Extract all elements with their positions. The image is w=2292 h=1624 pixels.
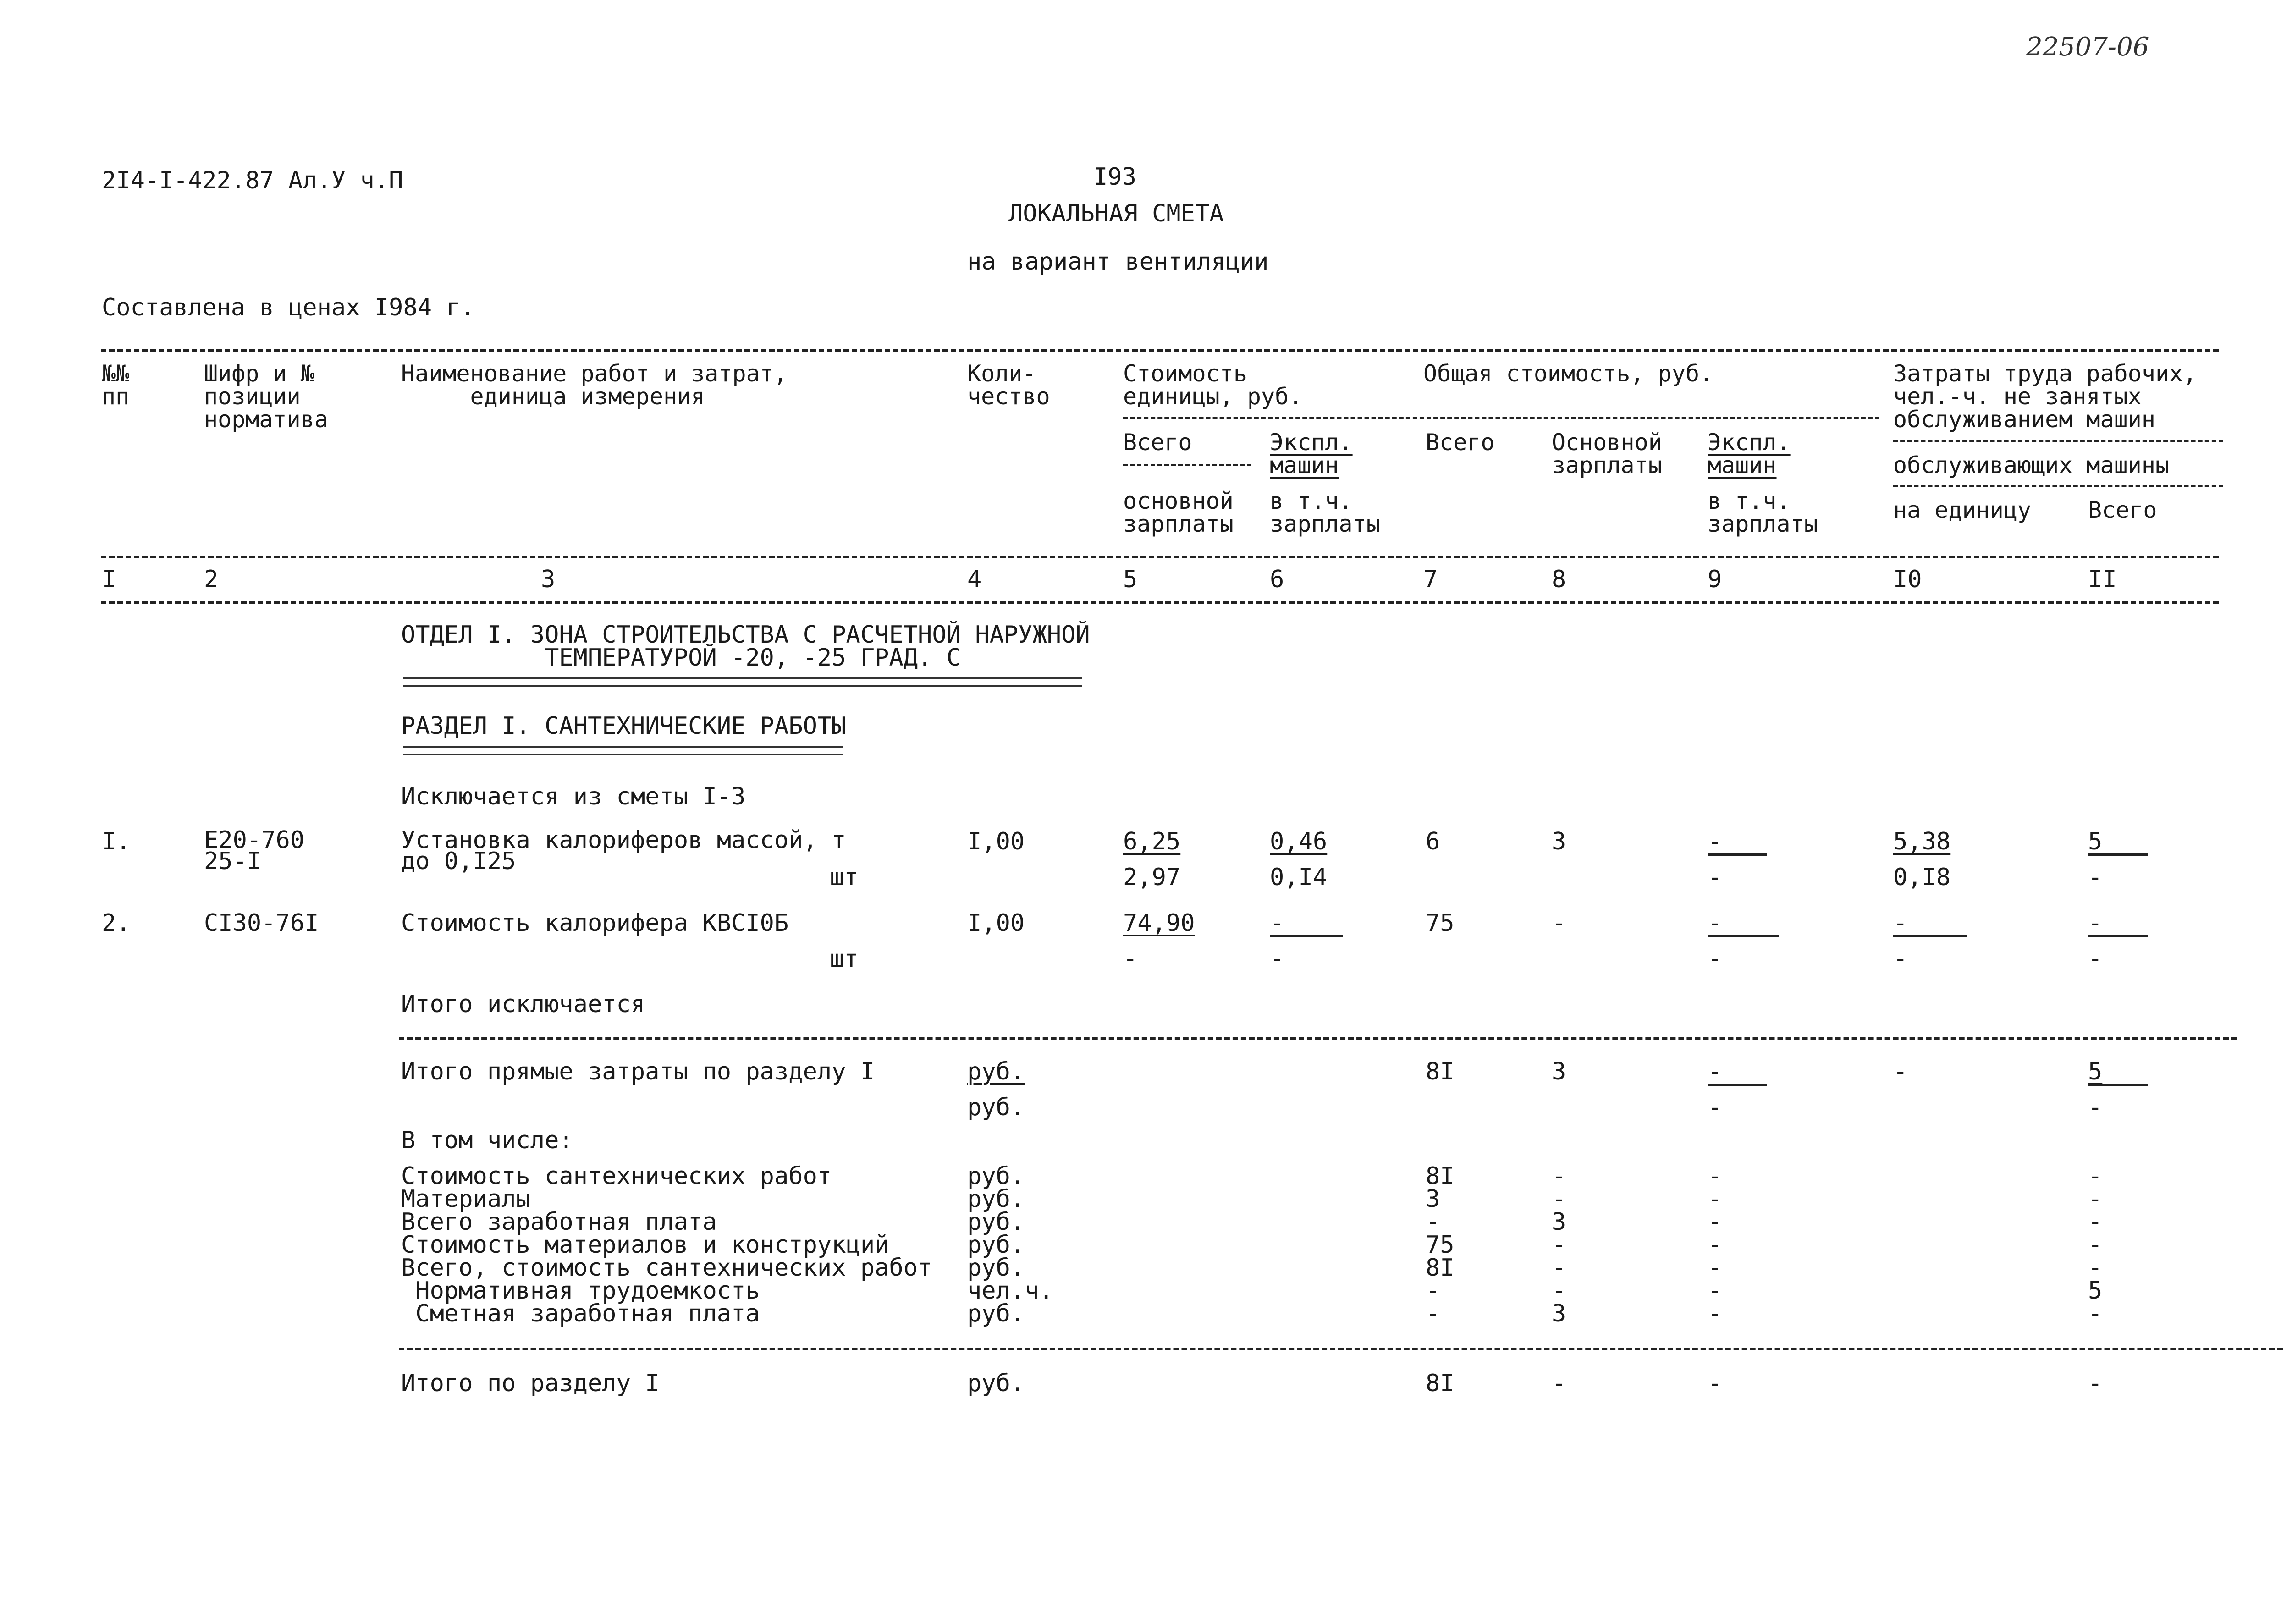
direct-costs-machines-2: - bbox=[1708, 1094, 1722, 1121]
col-number-5: 5 bbox=[1123, 566, 1138, 593]
item-1-unit-machines: 0,46 bbox=[1270, 828, 1328, 855]
col-number-3: 3 bbox=[541, 566, 556, 593]
item-2-machines-salary: - bbox=[1708, 945, 1722, 973]
breakdown-4-salary: - bbox=[1552, 1231, 1566, 1259]
breakdown-1-label: Стоимость сантехнических работ bbox=[401, 1162, 832, 1190]
item-1-unit-machines-salary: 0,I4 bbox=[1270, 864, 1328, 891]
item-2-labor-unit-2: - bbox=[1893, 945, 1908, 973]
breakdown-6-labor: 5 bbox=[2088, 1277, 2103, 1305]
breakdown-6-unit: чел.ч. bbox=[967, 1277, 1053, 1305]
breakdown-4-label: Стоимость материалов и конструкций bbox=[401, 1231, 889, 1259]
item-1-qty: I,00 bbox=[967, 828, 1025, 855]
breakdown-7-machines: - bbox=[1708, 1300, 1722, 1327]
item-2-salary: - bbox=[1552, 909, 1566, 937]
item-2-code: CI30-76I bbox=[204, 909, 319, 937]
section-total-machines: - bbox=[1708, 1370, 1722, 1397]
breakdown-7-total: - bbox=[1426, 1300, 1440, 1327]
breakdown-2-label: Материалы bbox=[401, 1185, 530, 1213]
col-header-6b: в т.ч. зарплаты bbox=[1270, 488, 1380, 537]
header-bottom-line bbox=[101, 556, 2219, 558]
section-underline bbox=[403, 746, 843, 755]
item-2-unit-machines-salary: - bbox=[1270, 945, 1284, 973]
item-2-labor-unit-underline bbox=[1893, 935, 1967, 937]
item-2-unit-machines: - bbox=[1270, 909, 1284, 937]
labor-subheader-line bbox=[1893, 440, 2223, 442]
breakdown-5-label: Всего, стоимость сантехнических работ bbox=[401, 1254, 932, 1282]
subheader-line bbox=[1123, 417, 1879, 419]
department-underline bbox=[403, 677, 1082, 687]
col-number-2: 2 bbox=[204, 566, 219, 593]
breakdown-2-labor: - bbox=[2088, 1185, 2103, 1213]
col-number-9: 9 bbox=[1708, 566, 1722, 593]
excluded-title: Исключается из сметы I-3 bbox=[401, 783, 746, 810]
col-header-num: №№ пп bbox=[102, 360, 130, 410]
direct-costs-total: 8I bbox=[1426, 1058, 1455, 1085]
col-number-11: II bbox=[2088, 566, 2117, 593]
item-2-labor-unit: - bbox=[1893, 909, 1908, 937]
breakdown-2-unit: руб. bbox=[967, 1185, 1025, 1213]
col-header-8: Основной зарплаты bbox=[1552, 429, 1662, 479]
col-header-11: Всего bbox=[2088, 497, 2157, 523]
direct-costs-machines-underline bbox=[1708, 1084, 1767, 1086]
breakdown-2-salary: - bbox=[1552, 1185, 1566, 1213]
col-number-6: 6 bbox=[1270, 566, 1284, 593]
item-1-labor-total-2: - bbox=[2088, 864, 2103, 891]
breakdown-5-unit: руб. bbox=[967, 1254, 1025, 1282]
col-number-1: I bbox=[102, 566, 116, 593]
col-number-4: 4 bbox=[967, 566, 982, 593]
item-2-unit-salary: - bbox=[1123, 945, 1138, 973]
breakdown-7-unit: руб. bbox=[967, 1300, 1025, 1327]
handwritten-number: 22507-06 bbox=[2026, 32, 2149, 62]
item-1-code: E20-760 25-I bbox=[204, 826, 305, 875]
col-header-qty: Коли- чество bbox=[967, 360, 1050, 410]
item-1-machines-salary: - bbox=[1708, 864, 1722, 891]
breakdown-4-total: 75 bbox=[1426, 1231, 1455, 1259]
labor-subheader-line-2 bbox=[1893, 485, 2223, 487]
item-2-name: Стоимость калорифера КВСI0Б bbox=[401, 909, 789, 937]
col-header-7: Всего bbox=[1426, 429, 1495, 456]
col-header-name: Наименование работ и затрат, единица измерения bbox=[401, 360, 788, 410]
col-header-9a: Экспл. машин bbox=[1708, 429, 1791, 479]
col-header-code: Шифр и № позиции норматива bbox=[204, 360, 328, 433]
item-2-num: 2. bbox=[102, 909, 131, 937]
breakdown-2-machines: - bbox=[1708, 1185, 1722, 1213]
direct-costs-labor-unit: - bbox=[1893, 1058, 1908, 1085]
item-1-unit-salary: 2,97 bbox=[1123, 864, 1181, 891]
item-1-salary: 3 bbox=[1552, 828, 1566, 855]
document-subtitle: на вариант вентиляции bbox=[967, 248, 1269, 275]
breakdown-3-unit: руб. bbox=[967, 1208, 1025, 1236]
breakdown-5-salary: - bbox=[1552, 1254, 1566, 1282]
item-1-total: 6 bbox=[1426, 828, 1440, 855]
item-1-unit-total: 6,25 bbox=[1123, 828, 1181, 855]
direct-costs-machines: - bbox=[1708, 1058, 1722, 1085]
breakdown-5-labor: - bbox=[2088, 1254, 2103, 1282]
breakdown-6-label: Нормативная трудоемкость bbox=[401, 1277, 760, 1305]
direct-costs-label: Итого прямые затраты по разделу I bbox=[401, 1058, 875, 1085]
department-heading: ОТДЕЛ I. ЗОНА СТРОИТЕЛЬСТВА С РАСЧЕТНОЙ НАРУЖНОЙ ТЕМПЕРАТУРОЙ -20, -25 ГРАД. С bbox=[401, 621, 1090, 672]
section-total-label: Итого по разделу I bbox=[401, 1370, 660, 1397]
total-excluded: Итого исключается bbox=[401, 991, 645, 1018]
breakdown-3-labor: - bbox=[2088, 1208, 2103, 1236]
breakdown-3-machines: - bbox=[1708, 1208, 1722, 1236]
page-number: I93 bbox=[1093, 163, 1136, 191]
col-header-9b: в т.ч. зарплаты bbox=[1708, 488, 1818, 537]
breakdown-1-labor: - bbox=[2088, 1162, 2103, 1190]
item-2-unit: шт bbox=[830, 945, 859, 973]
item-2-machines: - bbox=[1708, 909, 1722, 937]
breakdown-7-salary: 3 bbox=[1552, 1300, 1566, 1327]
breakdown-1-salary: - bbox=[1552, 1162, 1566, 1190]
section-total-salary: - bbox=[1552, 1370, 1566, 1397]
item-1-unit: шт bbox=[830, 864, 859, 891]
item-1-labor-unit: 5,38 bbox=[1893, 828, 1951, 855]
section-total-unit: руб. bbox=[967, 1370, 1025, 1397]
breakdown-4-unit: руб. bbox=[967, 1231, 1025, 1259]
direct-costs-labor-total: 5 bbox=[2088, 1058, 2103, 1085]
item-1-labor-total: 5 bbox=[2088, 828, 2103, 855]
item-2-labor-total-underline bbox=[2088, 935, 2148, 937]
document-title: ЛОКАЛЬНАЯ СМЕТА bbox=[1008, 200, 1224, 227]
direct-costs-salary: 3 bbox=[1552, 1058, 1566, 1085]
item-2-total: 75 bbox=[1426, 909, 1455, 937]
breakdown-1-machines: - bbox=[1708, 1162, 1722, 1190]
document-code: 2I4-I-422.87 Ал.У ч.П bbox=[102, 167, 403, 194]
col-header-labor: Затраты труда рабочих, чел.-ч. не занятых обслуживанием машин bbox=[1893, 360, 2197, 433]
col5-divider bbox=[1123, 464, 1251, 466]
breakdown-2-total: 3 bbox=[1426, 1185, 1440, 1213]
breakdown-7-label: Сметная заработная плата bbox=[401, 1300, 760, 1327]
section-heading: РАЗДЕЛ I. САНТЕХНИЧЕСКИЕ РАБОТЫ bbox=[401, 712, 846, 740]
direct-costs-unit-1: руб. bbox=[967, 1058, 1025, 1085]
item-1-labor-total-underline bbox=[2088, 853, 2148, 856]
col-header-5a: Всего bbox=[1123, 429, 1192, 456]
item-1-machines-underline bbox=[1708, 853, 1767, 856]
breakdown-3-salary: 3 bbox=[1552, 1208, 1566, 1236]
col-number-8: 8 bbox=[1552, 566, 1566, 593]
item-2-machines-underline bbox=[1708, 935, 1779, 937]
col-number-10: I0 bbox=[1893, 566, 1922, 593]
direct-costs-unit-2: руб. bbox=[967, 1094, 1025, 1121]
breakdown-7-labor: - bbox=[2088, 1300, 2103, 1327]
col-number-7: 7 bbox=[1423, 566, 1438, 593]
breakdown-5-machines: - bbox=[1708, 1254, 1722, 1282]
breakdown-1-unit: руб. bbox=[967, 1162, 1025, 1190]
prices-note: Составлена в ценах I984 г. bbox=[102, 294, 475, 321]
col-header-10: на единицу bbox=[1893, 497, 2032, 523]
col-header-labor-machines: обслуживающих машины bbox=[1893, 452, 2170, 479]
item-1-labor-unit-2: 0,I8 bbox=[1893, 864, 1951, 891]
breakdown-1-total: 8I bbox=[1426, 1162, 1455, 1190]
breakdown-3-total: - bbox=[1426, 1208, 1440, 1236]
header-top-line bbox=[101, 349, 2219, 352]
item-2-labor-total: - bbox=[2088, 909, 2103, 937]
item-1-num: I. bbox=[102, 828, 131, 855]
breakdown-3-label: Всего заработная плата bbox=[401, 1208, 717, 1236]
direct-costs-labor-total-2: - bbox=[2088, 1094, 2103, 1121]
section-total-divider bbox=[399, 1348, 2283, 1350]
section-total-value: 8I bbox=[1426, 1370, 1455, 1397]
col-header-6a: Экспл. машин bbox=[1270, 429, 1353, 479]
including-label: В том числе: bbox=[401, 1127, 573, 1154]
breakdown-6-machines: - bbox=[1708, 1277, 1722, 1305]
item-1-machines: - bbox=[1708, 828, 1722, 855]
excluded-divider bbox=[399, 1037, 2237, 1040]
breakdown-6-total: - bbox=[1426, 1277, 1440, 1305]
col-header-total-cost: Общая стоимость, руб. bbox=[1423, 360, 1713, 387]
breakdown-4-labor: - bbox=[2088, 1231, 2103, 1259]
item-1-name: Установка калориферов массой, т до 0,I25 bbox=[401, 826, 846, 875]
item-2-qty: I,00 bbox=[967, 909, 1025, 937]
column-numbers-bottom-line bbox=[101, 601, 2219, 604]
item-2-unit-machines-underline bbox=[1270, 935, 1343, 937]
col-header-unit-cost: Стоимость единицы, руб. bbox=[1123, 360, 1303, 410]
item-2-labor-total-2: - bbox=[2088, 945, 2103, 973]
direct-costs-labor-total-underline bbox=[2088, 1084, 2148, 1086]
col-header-5b: основной зарплаты bbox=[1123, 488, 1234, 537]
item-2-unit-total: 74,90 bbox=[1123, 909, 1195, 937]
breakdown-6-salary: - bbox=[1552, 1277, 1566, 1305]
breakdown-4-machines: - bbox=[1708, 1231, 1722, 1259]
section-total-labor: - bbox=[2088, 1370, 2103, 1397]
breakdown-5-total: 8I bbox=[1426, 1254, 1455, 1282]
